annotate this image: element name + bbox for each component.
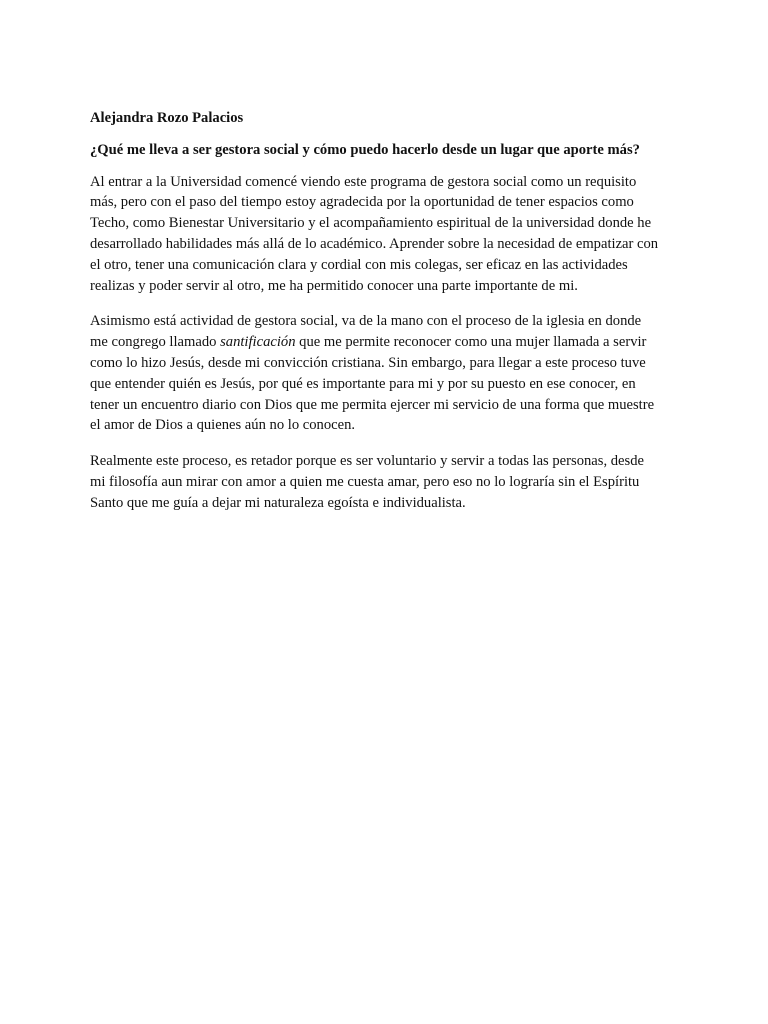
italic-term: santificación	[220, 334, 296, 351]
paragraph-1	[90, 172, 680, 297]
paragraph-line: que entender quién es Jesús, por qué es importante para mi y por su puesto en ese conocer, en	[90, 375, 636, 392]
line-text: me congrego llamado	[90, 334, 221, 351]
paragraph-line: desarrollado habilidades más allá de lo académico. Aprender sobre la necesidad de empatizar con	[90, 235, 659, 252]
essay-question: ¿Qué me lleva a ser gestora social y cómo puedo hacerlo desde un lugar que aporte más?	[90, 141, 640, 158]
document-body	[90, 108, 680, 529]
paragraph-line: tener un encuentro diario con Dios que me permita ejercer mi servicio de una forma que muestre	[90, 396, 655, 413]
paragraph-line: como lo hizo Jesús, desde mi convicción cristiana. Sin embargo, para llegar a este proceso tuve	[90, 354, 646, 371]
paragraph-line: el otro, tener una comunicación clara y cordial con mis colegas, ser eficaz en las actividades	[90, 256, 628, 273]
paragraph-line: el amor de Dios a quienes aún no lo conocen.	[90, 417, 356, 434]
paragraph-line: Realmente este proceso, es retador porque es ser voluntario y servir a todas las personas, desde	[90, 453, 644, 470]
line-text: que me permite reconocer como una mujer llamada a servir	[295, 334, 647, 351]
paragraph-line: mi filosofía aun mirar con amor a quien me cuesta amar, pero eso no lo lograría sin el Espíritu	[90, 473, 640, 490]
paragraph-line	[90, 332, 680, 353]
author-name: Alejandra Rozo Palacios	[90, 110, 244, 126]
paragraph-line: Techo, como Bienestar Universitario y el acompañamiento espiritual de la universidad donde he	[90, 215, 652, 232]
paragraph-line: más, pero con el paso del tiempo estoy agradecida por la oportunidad de tener espacios como	[90, 194, 634, 211]
paragraph-line: Santo que me guía a dejar mi naturaleza egoísta e individualista.	[90, 494, 466, 511]
paragraph-line: realizas y poder servir al otro, me ha permitido conocer una parte importante de mi.	[90, 277, 578, 294]
paragraph-3	[90, 451, 680, 513]
paragraph-line: Al entrar a la Universidad comencé viendo este programa de gestora social como un requisito	[90, 173, 637, 190]
paragraph-2	[90, 311, 680, 436]
paragraph-line: Asimismo está actividad de gestora social, va de la mano con el proceso de la iglesia en donde	[90, 313, 642, 330]
